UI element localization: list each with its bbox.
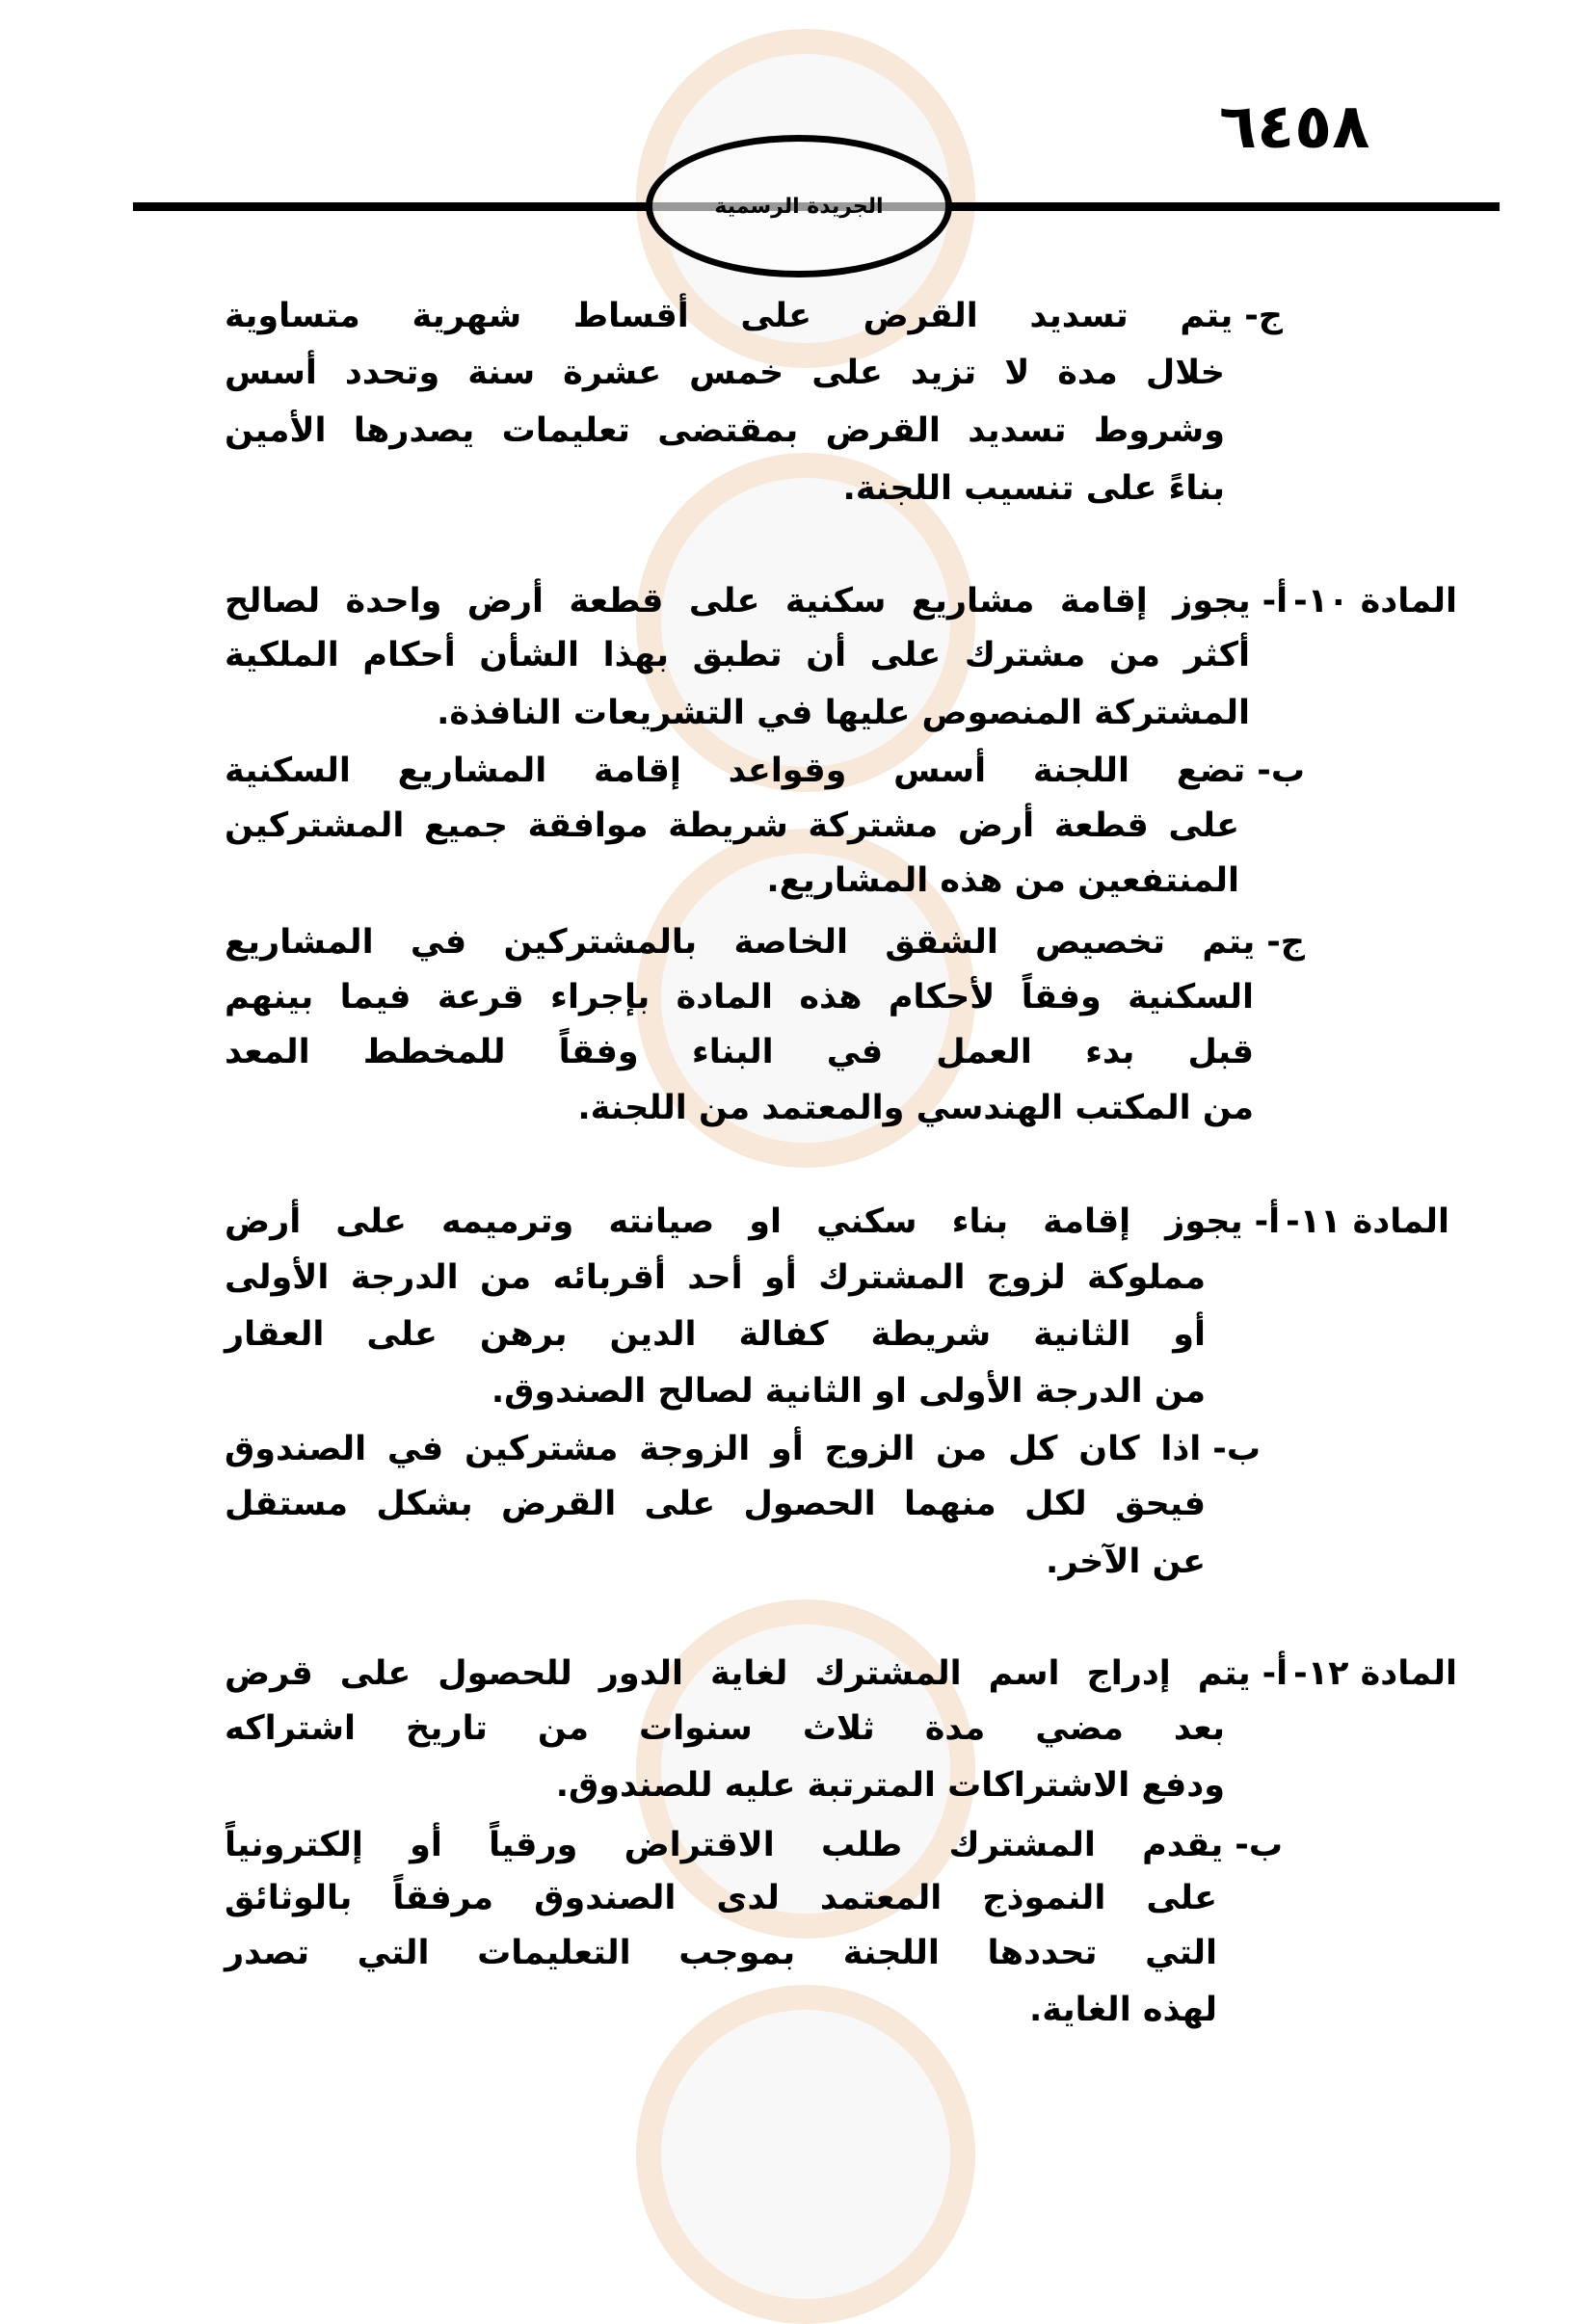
text-line [225, 1025, 1254, 1079]
text-line [225, 289, 1283, 343]
text-line [225, 1364, 1206, 1418]
clause-text: على النموذج المعتمد لدى الصندوق مرفقاً بالوثائق [225, 1879, 1217, 1917]
clause-text: اذا كان كل من الزوج أو الزوجة مشتركين في الصندوق [225, 1430, 1202, 1468]
text-line [225, 462, 1225, 515]
text-line [225, 1647, 1457, 1701]
text-line [225, 1081, 1254, 1135]
clause-text: أكثر من مشترك على أن تطبق بهذا الشأن أحكام الملكية [225, 636, 1250, 674]
text-line [225, 1818, 1283, 1872]
clause-text: المنتفعين من هذه المشاريع. [766, 861, 1239, 900]
text-line [225, 1477, 1206, 1531]
text-line [225, 1871, 1217, 1925]
text-line [225, 1983, 1217, 2037]
clause-text: فيحق لكل منهما الحصول على القرض بشكل مستقل [225, 1485, 1206, 1523]
text-line [225, 1758, 1225, 1812]
clause-marker: ج- [1244, 297, 1283, 335]
text-line [225, 744, 1305, 798]
clause-marker: أ- [1262, 1654, 1288, 1693]
clause-text: قبل بدء العمل في البناء وفقاً للمخطط المعد [225, 1033, 1254, 1071]
clause-text: بعد مضي مدة ثلاث سنوات من تاريخ اشتراكه [225, 1709, 1225, 1748]
text-line [225, 915, 1305, 969]
clause-text: بناءً على تنسيب اللجنة. [842, 469, 1225, 508]
article-label: المادة ١٠- [1293, 582, 1457, 621]
clause-text: يتم تسديد القرض على أقساط شهرية متساوية [225, 297, 1234, 335]
text-line [225, 404, 1225, 458]
text-line [225, 1307, 1206, 1361]
text-line [225, 628, 1250, 682]
text-line [225, 1195, 1449, 1249]
text-line [225, 686, 1250, 740]
clause-text: وشروط تسديد القرض بمقتضى تعليمات يصدرها الأمين [225, 411, 1225, 450]
text-line [225, 1702, 1225, 1756]
clause-text: أو الثانية شريطة كفالة الدين برهن على العقار [225, 1315, 1206, 1354]
text-line [225, 1926, 1217, 1980]
clause-text: لهذه الغاية. [1028, 1991, 1217, 2029]
clause-text: على قطعة أرض مشتركة شريطة موافقة جميع المشتركين [225, 806, 1239, 845]
clause-text: يتم إدراج اسم المشترك لغاية الدور للحصول على قرض [225, 1654, 1251, 1693]
clause-text: التي تحددها اللجنة بموجب التعليمات التي تصدر [225, 1934, 1217, 1972]
clause-marker: ب- [1212, 1430, 1261, 1468]
gazette-title: الجريدة الرسمية [714, 194, 884, 219]
article-label: المادة ١٢- [1293, 1654, 1457, 1693]
clause-text: من الدرجة الأولى او الثانية لصالح الصندوق. [491, 1372, 1206, 1411]
text-line [225, 854, 1239, 908]
clause-text: تضع اللجنة أسس وقواعد إقامة المشاريع السكنية [225, 752, 1246, 790]
clause-text: عن الآخر. [1046, 1543, 1206, 1581]
clause-text: يتم تخصيص الشقق الخاصة بالمشتركين في المشاريع [225, 923, 1256, 962]
clause-text: من المكتب الهندسي والمعتمد من اللجنة. [577, 1089, 1254, 1127]
clause-text: السكنية وفقاً لأحكام هذه المادة بإجراء قرعة فيما بينهم [225, 978, 1254, 1017]
gazette-title-oval [646, 135, 952, 277]
clause-text: خلال مدة لا تزيد على خمس عشرة سنة وتحدد أسس [225, 354, 1225, 392]
text-line [225, 1422, 1261, 1476]
clause-marker: أ- [1262, 582, 1288, 621]
article-label: المادة ١١- [1286, 1202, 1449, 1241]
clause-text: المشتركة المنصوص عليها في التشريعات النافذة. [437, 694, 1250, 732]
text-line [225, 1251, 1206, 1305]
clause-text: يقدم المشترك طلب الاقتراض ورقياً أو إلكترونياً [225, 1826, 1224, 1864]
text-line [225, 970, 1254, 1024]
clause-marker: أ- [1254, 1202, 1281, 1241]
clause-marker: ب- [1235, 1826, 1283, 1864]
clause-text: يجوز إقامة بناء سكني او صيانته وترميمه على أرض [225, 1202, 1243, 1241]
text-line [225, 574, 1457, 628]
clause-marker: ب- [1257, 752, 1305, 790]
clause-text: مملوكة لزوج المشترك أو أحد أقربائه من الدرجة الأولى [225, 1258, 1206, 1297]
text-line [225, 346, 1225, 400]
text-line [225, 799, 1239, 853]
clause-text: ودفع الاشتراكات المترتبة عليه للصندوق. [555, 1766, 1225, 1805]
page-number: ٦٤٥٨ [1219, 92, 1370, 163]
clause-text: يجوز إقامة مشاريع سكنية على قطعة أرض واحدة لصالح [225, 582, 1251, 621]
text-line [225, 1535, 1206, 1589]
clause-marker: ج- [1266, 923, 1305, 962]
